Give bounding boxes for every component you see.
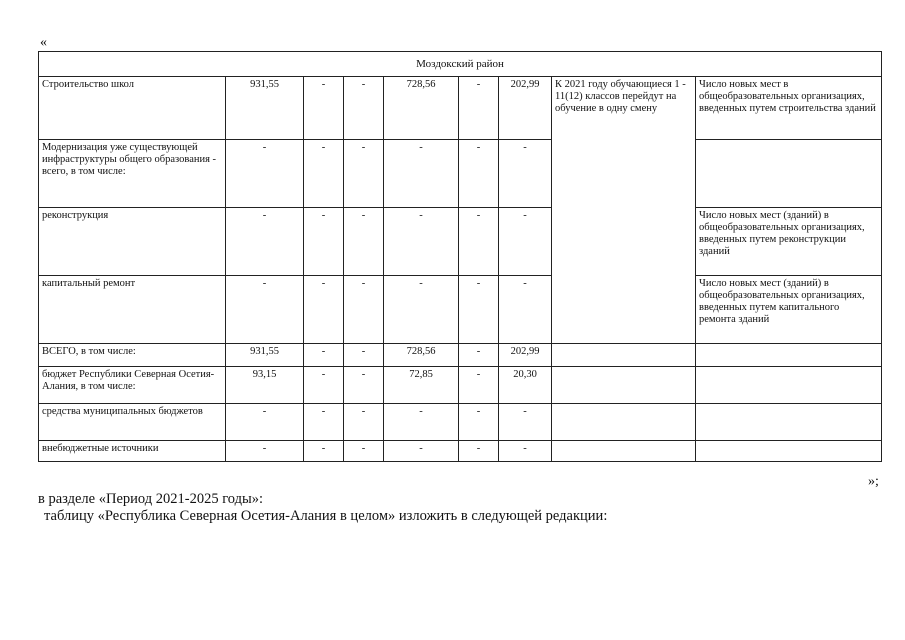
indicator-cell-empty (696, 404, 882, 441)
indicator-cell-empty (696, 344, 882, 367)
cell-value: - (459, 367, 499, 404)
cell-value: - (384, 140, 459, 208)
cell-value: - (304, 208, 344, 276)
row-label: капитальный ремонт (39, 276, 226, 344)
cell-value: - (304, 344, 344, 367)
cell-value: - (499, 140, 552, 208)
cell-total: - (226, 441, 304, 462)
cell-value: - (499, 276, 552, 344)
cell-value: - (304, 77, 344, 140)
result-cell-empty (552, 404, 696, 441)
row-label: бюджет Республики Северная Осетия-Алания, в том числе: (39, 367, 226, 404)
section-text-line-1: в разделе «Период 2021-2025 годы»: (38, 491, 264, 507)
cell-total: - (226, 276, 304, 344)
cell-value: - (459, 344, 499, 367)
closing-quote: »; (868, 474, 879, 489)
cell-value: 728,56 (384, 344, 459, 367)
table-row (39, 208, 882, 276)
cell-total: - (226, 140, 304, 208)
cell-value: - (459, 441, 499, 462)
cell-value: - (304, 367, 344, 404)
cell-value: - (459, 140, 499, 208)
table-row (39, 276, 882, 344)
expected-result-cell: К 2021 году обучающиеся 1 - 11(12) классов перейдут на обучение в одну смену (552, 77, 696, 344)
cell-value: - (344, 404, 384, 441)
cell-value: - (499, 404, 552, 441)
cell-value: - (499, 441, 552, 462)
cell-value: - (304, 140, 344, 208)
row-label: внебюджетные источники (39, 441, 226, 462)
cell-value: - (384, 441, 459, 462)
cell-total: 931,55 (226, 77, 304, 140)
section-text-line-2: таблицу «Республика Северная Осетия-Алания в целом» изложить в следующей редакции: (44, 508, 608, 524)
cell-value: 202,99 (499, 77, 552, 140)
opening-quote: « (40, 35, 47, 50)
cell-value: - (459, 208, 499, 276)
indicator-cell-empty (696, 441, 882, 462)
indicator-cell: Число новых мест (зданий) в общеобразовательных организациях, введенных путем капитального ремонта зданий (696, 276, 882, 344)
cell-value: - (384, 208, 459, 276)
row-label: реконструкция (39, 208, 226, 276)
result-cell-empty (552, 367, 696, 404)
table-row (39, 367, 882, 404)
cell-value: - (459, 77, 499, 140)
cell-value: - (384, 276, 459, 344)
cell-value: 728,56 (384, 77, 459, 140)
indicator-cell-empty (696, 367, 882, 404)
row-label: средства муниципальных бюджетов (39, 404, 226, 441)
cell-total: 93,15 (226, 367, 304, 404)
table-row (39, 404, 882, 441)
result-cell-empty (552, 344, 696, 367)
table-header-district: Моздокский район (39, 52, 882, 77)
cell-value: - (344, 441, 384, 462)
indicator-cell-empty (696, 140, 882, 208)
indicator-cell: Число новых мест (зданий) в общеобразовательных организациях, введенных путем реконструкции зданий (696, 208, 882, 276)
cell-total: - (226, 404, 304, 441)
indicator-cell: Число новых мест в общеобразовательных организациях, введенных путем строительства зданий (696, 77, 882, 140)
cell-value: - (304, 276, 344, 344)
cell-value: - (384, 404, 459, 441)
table-row (39, 140, 882, 208)
cell-value: - (499, 208, 552, 276)
cell-value: 20,30 (499, 367, 552, 404)
cell-total: 931,55 (226, 344, 304, 367)
row-label: Модернизация уже существующей инфраструктуры общего образования - всего, в том числе: (39, 140, 226, 208)
cell-value: - (344, 77, 384, 140)
result-cell-empty (552, 441, 696, 462)
table-row (39, 344, 882, 367)
cell-value: 72,85 (384, 367, 459, 404)
cell-value: 202,99 (499, 344, 552, 367)
cell-value: - (344, 140, 384, 208)
cell-value: - (459, 276, 499, 344)
cell-value: - (304, 404, 344, 441)
row-label: Строительство школ (39, 77, 226, 140)
program-table (38, 51, 882, 462)
table-row (39, 441, 882, 462)
cell-value: - (344, 344, 384, 367)
row-label: ВСЕГО, в том числе: (39, 344, 226, 367)
cell-value: - (304, 441, 344, 462)
table-row (39, 77, 882, 140)
cell-value: - (344, 367, 384, 404)
cell-total: - (226, 208, 304, 276)
cell-value: - (344, 208, 384, 276)
cell-value: - (344, 276, 384, 344)
cell-value: - (459, 404, 499, 441)
